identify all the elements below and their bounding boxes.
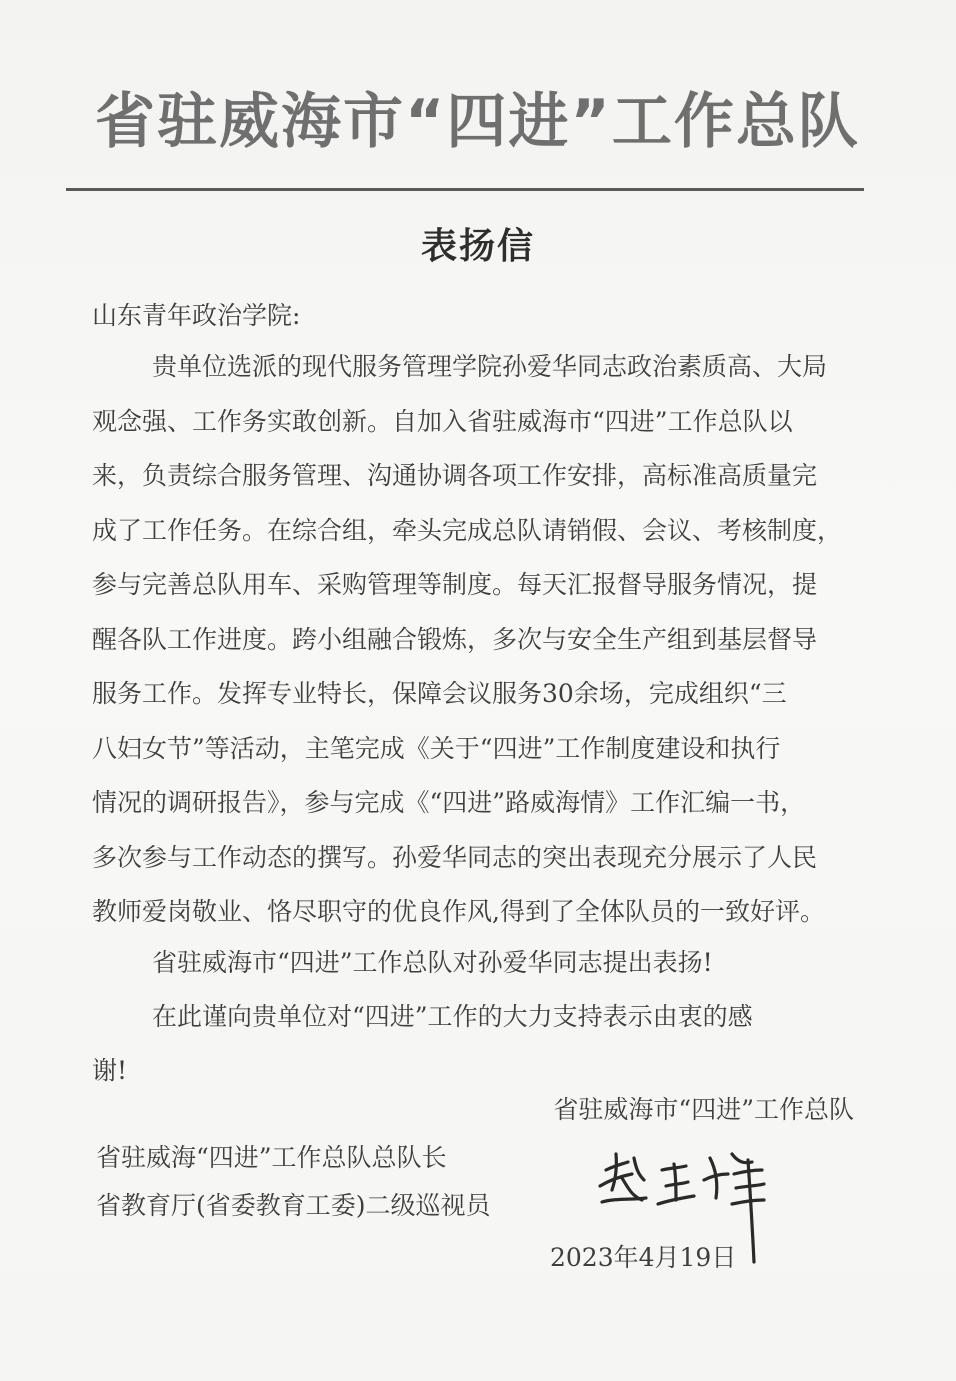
letterhead-rule xyxy=(66,188,864,191)
signature-role-line-2: 省教育厅(省委教育工委)二级巡视员 xyxy=(96,1191,491,1220)
body-line: 情况的调研报告》，参与完成《“四进”路威海情》工作汇编一书， xyxy=(92,788,806,817)
body-line: 贵单位选派的现代服务管理学院孙爱华同志政治素质高、大局 xyxy=(152,352,828,381)
letter-title: 表扬信 xyxy=(420,225,535,267)
letter-closing xyxy=(92,936,852,1098)
body-line: 八妇女节”等活动，主笔完成《关于“四进”工作制度建设和执行 xyxy=(92,733,781,763)
body-line: 醒各队工作进度。跨小组融合锻炼，多次与安全生产组到基层督导 xyxy=(92,624,818,654)
signature-org: 省驻威海市“四进”工作总队 xyxy=(553,1095,854,1124)
letterhead-title: 省驻威海市“四进”工作总队 xyxy=(95,87,860,157)
letter-body xyxy=(92,340,850,940)
body-line: 多次参与工作动态的撰写。孙爱华同志的突出表现充分展示了人民 xyxy=(92,842,818,872)
closing-line: 省驻威海市“四进”工作总队对孙爱华同志提出表扬! xyxy=(152,948,713,977)
body-line: 来，负责综合服务管理、沟通协调各项工作安排，高标准高质量完 xyxy=(92,461,818,490)
closing-line: 在此谨向贵单位对“四进”工作的大力支持表示由衷的感 xyxy=(152,1002,753,1031)
body-line: 观念强、工作务实敢创新。自加入省驻威海市“四进”工作总队以 xyxy=(92,406,793,436)
closing-line: 谢! xyxy=(92,1056,128,1085)
salutation: 山东青年政治学院: xyxy=(92,301,301,330)
signature-role-line-1: 省驻威海“四进”工作总队总队长 xyxy=(96,1143,447,1172)
body-line: 服务工作。发挥专业特长，保障会议服务30余场，完成组织“三 xyxy=(92,679,787,708)
letter-date: 2023年4月19日 xyxy=(550,1243,737,1272)
body-line: 教师爱岗敬业、恪尽职守的优良作风,得到了全体队员的一致好评。 xyxy=(92,897,825,926)
body-line: 参与完善总队用车、采购管理等制度。每天汇报督导服务情况，提 xyxy=(92,570,818,599)
body-line: 成了工作任务。在综合组，牵头完成总队请销假、会议、考核制度， xyxy=(92,515,843,545)
